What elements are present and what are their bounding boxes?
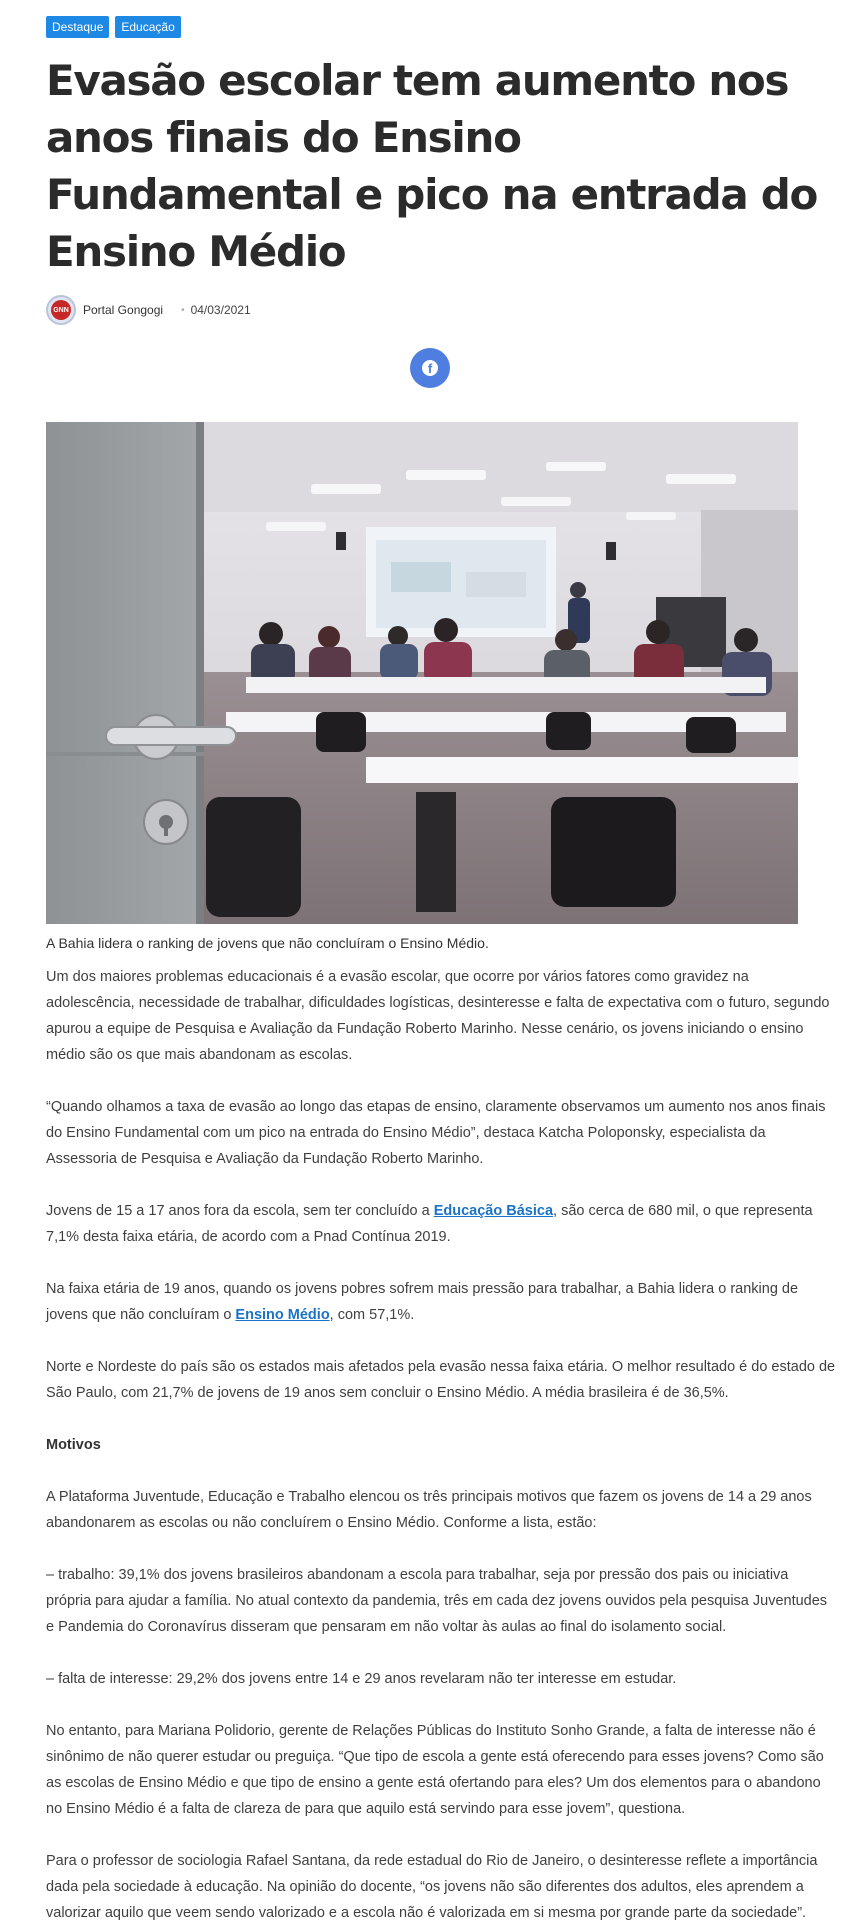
meta-separator: • [181, 304, 185, 316]
article-title: Evasão escolar tem aumento nos anos finais do Ensino Fundamental e pico na entrada do Ensino Médio [46, 56, 818, 276]
author-name-link[interactable]: Portal Gongogi [83, 303, 164, 317]
classroom-photo [46, 422, 798, 924]
paragraph: “Quando olhamos a taxa de evasão ao longo das etapas de ensino, claramente observamos um aumento nos anos finais do Ensino Fundamental com um pico na entrada do Ensino Médio”, destaca Katcha Poloponsky, especialista da Assessoria de Pesquisa e Avaliação da Fundação Roberto Marinho. [46, 1099, 826, 1167]
paragraph: No entanto, para Mariana Polidorio, gerente de Relações Públicas do Instituto Sonho Grande, a falta de interesse não é sinônimo de não querer estudar ou preguiça. “Que tipo de escola a gente está oferecendo para esses jovens? Como são as escolas de Ensino Médio e que tipo de ensino a gente está ofertando para eles? Um dos elementos para o abandono no Ensino Médio é a falta de clareza de para que aquilo está servindo para esse jovem”, questiona. [46, 1723, 824, 1817]
paragraph: Um dos maiores problemas educacionais é a evasão escolar, que ocorre por vários fatores como gravidez na adolescência, necessidade de trabalhar, dificuldades logísticas, desinteresse e falta de expectativa com o futuro, segundo apurou a equipe de Pesquisa e Avaliação da Fundação Roberto Marinho. Nesse cenário, os jovens iniciando o ensino médio são os que mais abandonam as escolas. [46, 969, 830, 1063]
facebook-icon: f [422, 360, 438, 376]
paragraph: – falta de interesse: 29,2% dos jovens entre 14 e 29 anos revelaram não ter interesse em estudar. [46, 1671, 677, 1687]
link-educacao-basica[interactable]: Educação Básica [433, 1203, 554, 1219]
paragraph: Norte e Nordeste do país são os estados mais afetados pela evasão nessa faixa etária. O melhor resultado é do estado de São Paulo, com 21,7% de jovens de 19 anos sem concluir o Ensino Médio. A média brasileira é de 36,5%. [46, 1359, 836, 1401]
author-avatar-logo: GNN [51, 300, 71, 320]
paragraph: A Plataforma Juventude, Educação e Trabalho elencou os três principais motivos que fazem os jovens de 14 a 29 anos abandonarem as escolas ou não concluírem o Ensino Médio. Conforme a lista, estão: [46, 1489, 812, 1531]
category-tags [46, 0, 814, 38]
category-tag-educacao[interactable]: Educação [115, 16, 180, 38]
author-avatar[interactable] [46, 295, 76, 325]
link-ensino-medio[interactable]: Ensino Médio [235, 1307, 330, 1323]
paragraph: Jovens de 15 a 17 anos fora da escola, sem ter concluído a Educação Básica, são cerca de 680 mil, o que representa 7,1% desta faixa etária, de acordo com a Pnad Contínua 2019. [46, 1203, 813, 1245]
article-meta [46, 294, 814, 326]
paragraph: Na faixa etária de 19 anos, quando os jovens pobres sofrem mais pressão para trabalhar, a Bahia lidera o ranking de jovens que não concluíram o Ensino Médio, com 57,1%. [46, 1281, 799, 1323]
featured-image [46, 422, 798, 924]
publish-date: 04/03/2021 [190, 303, 251, 317]
paragraph: – trabalho: 39,1% dos jovens brasileiros abandonam a escola para trabalhar, seja por pressão dos pais ou iniciativa própria para ajudar a família. No atual contexto da pandemia, três em cada dez jovens ouvidos pela pesquisa Juventudes e Pandemia do Coronavírus disseram que pensaram em não voltar às aulas ao final do isolamento social. [46, 1567, 828, 1635]
category-tag-destaque[interactable]: Destaque [46, 16, 109, 38]
image-caption: A Bahia lidera o ranking de jovens que não concluíram o Ensino Médio. [46, 935, 489, 951]
facebook-share-button[interactable] [410, 348, 450, 388]
paragraph: Para o professor de sociologia Rafael Santana, da rede estadual do Rio de Janeiro, o desinteresse reflete a importância dada pela sociedade à educação. Na opinião do docente, “os jovens não são diferentes dos adultos, eles aprendem a valorizar aquilo que veem sendo valorizado e a escola não é valorizada em si mesma por grande parte da sociedade”. [46, 1853, 818, 1921]
article-body [46, 964, 836, 1926]
section-heading: Motivos [46, 1437, 101, 1453]
share-bar [46, 348, 814, 388]
